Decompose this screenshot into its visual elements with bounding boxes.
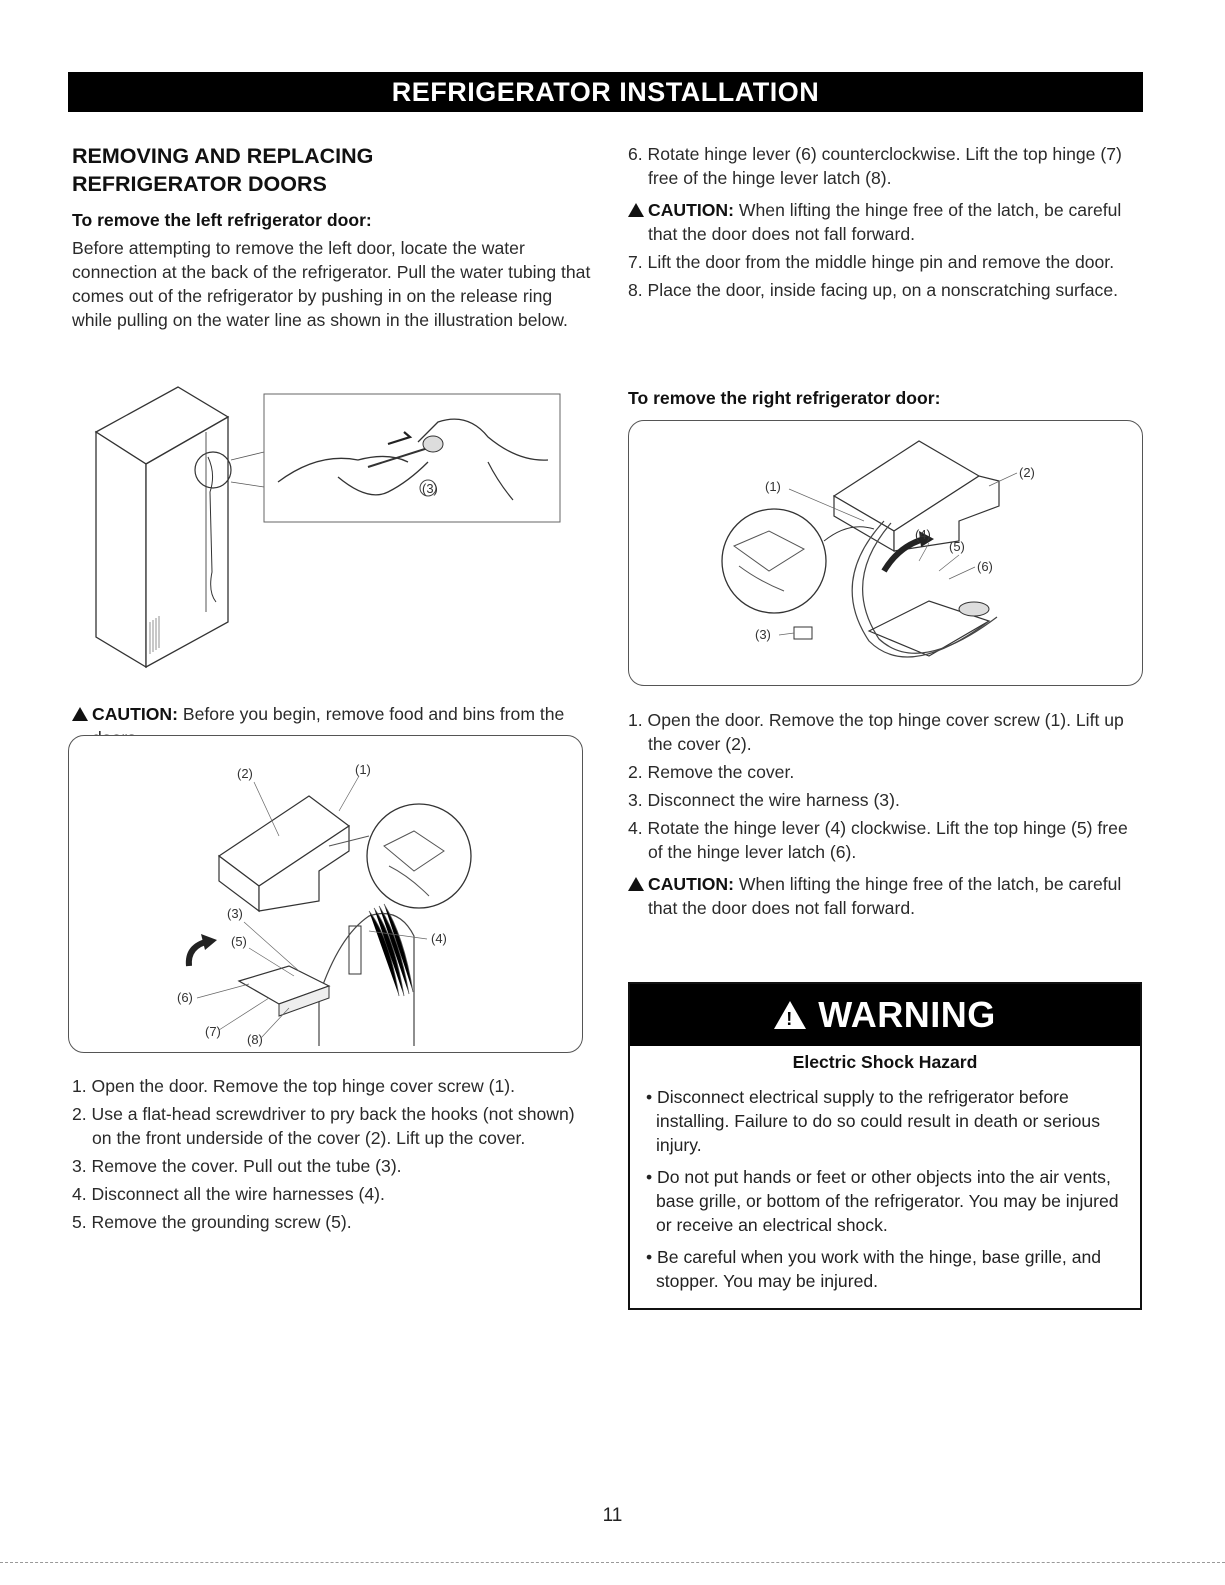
fig1-label-3: (3) xyxy=(422,481,438,496)
caution-text: When lifting the hinge free of the latch, be careful that the door does not fall forward. xyxy=(648,200,1122,244)
left-step-5: 5. Remove the grounding screw (5). xyxy=(72,1212,352,1232)
warning-box xyxy=(628,982,1142,1310)
caution-text: When lifting the hinge free of the latch, be careful that the door does not fall forward. xyxy=(648,874,1122,918)
fig2-label-8: (8) xyxy=(247,1032,263,1047)
page-banner: REFRIGERATOR INSTALLATION xyxy=(68,72,1143,112)
hazard-title: Electric Shock Hazard xyxy=(792,1052,978,1072)
fig3-label-4: (4) xyxy=(915,527,931,542)
warning-triangle-icon xyxy=(628,877,644,891)
left-step-3: 3. Remove the cover. Pull out the tube (3). xyxy=(72,1156,402,1176)
right-step-4: 4. Rotate the hinge lever (4) clockwise. Lift the top hinge (5) free of the hinge lever latch (6). xyxy=(628,818,1128,862)
left-step-4: 4. Disconnect all the wire harnesses (4). xyxy=(72,1184,385,1204)
warning-triangle-icon xyxy=(774,1001,806,1029)
fig2-label-7: (7) xyxy=(205,1024,221,1039)
left-step-2: 2. Use a flat-head screwdriver to pry back the hooks (not shown) on the front underside of the cover (2). Lift up the cover. xyxy=(72,1104,575,1148)
right-steps-block xyxy=(628,708,1143,920)
right-steps-list xyxy=(628,708,1143,864)
heading-line-2: REFRIGERATOR DOORS xyxy=(72,172,327,196)
right-caution-2 xyxy=(628,872,1143,920)
right-step-6: 6. Rotate hinge lever (6) counterclockwise. Lift the top hinge (7) free of the hinge lever latch (8). xyxy=(628,144,1122,188)
left-step-1: 1. Open the door. Remove the top hinge cover screw (1). xyxy=(72,1076,516,1096)
caution-label: CAUTION: xyxy=(92,704,179,724)
right-step-7: 7. Lift the door from the middle hinge pin and remove the door. xyxy=(628,252,1115,272)
right-step-2: 2. Remove the cover. xyxy=(628,762,795,782)
right-step-3: 3. Disconnect the wire harness (3). xyxy=(628,790,900,810)
fig2-label-4: (4) xyxy=(431,931,447,946)
warning-bullet: • Disconnect electrical supply to the refrigerator before installing. Failure to do so could result in death or serious injury. xyxy=(646,1087,1100,1155)
fig3-label-5: (5) xyxy=(949,539,965,554)
fig3-label-1: (1) xyxy=(765,479,781,494)
right-caution-1 xyxy=(628,198,1143,246)
right-door-subheading: To remove the right refrigerator door: xyxy=(628,388,941,408)
water-line-illustration xyxy=(88,382,568,672)
fig2-label-6: (6) xyxy=(177,990,193,1005)
caution-label: CAUTION: xyxy=(648,200,735,220)
right-hinge-illustration xyxy=(628,420,1143,686)
left-steps-block xyxy=(72,1070,592,1234)
section-heading xyxy=(72,142,592,198)
right-top-steps xyxy=(628,142,1143,190)
warning-title: WARNING xyxy=(818,994,996,1035)
fig2-label-3: (3) xyxy=(227,906,243,921)
fig3-label-6: (6) xyxy=(977,559,993,574)
right-column-top xyxy=(628,142,1143,302)
right-step-8: 8. Place the door, inside facing up, on a nonscratching surface. xyxy=(628,280,1119,300)
left-column xyxy=(72,142,592,332)
fig2-label-1: (1) xyxy=(355,762,371,777)
left-hinge-illustration xyxy=(68,735,583,1053)
warning-bullets xyxy=(630,1073,1140,1293)
left-steps-list xyxy=(72,1074,592,1234)
heading-line-1: REMOVING AND REPLACING xyxy=(72,144,374,168)
page-bottom-rule xyxy=(0,1562,1225,1563)
fig3-label-3: (3) xyxy=(755,627,771,642)
page-number: 11 xyxy=(602,1505,623,1526)
warning-triangle-icon xyxy=(628,203,644,217)
warning-bullet: • Be careful when you work with the hinge, base grille, and stopper. You may be injured. xyxy=(646,1247,1102,1291)
caution-label: CAUTION: xyxy=(648,874,735,894)
fig2-label-5: (5) xyxy=(231,934,247,949)
left-door-intro: Before attempting to remove the left door, locate the water connection at the back of the refrigerator. Pull the water tubing that comes out of the refrigerator by pushing in on the release ring while pulling on the water line as shown in the illustration below. xyxy=(72,238,591,330)
warning-header xyxy=(630,984,1140,1046)
warning-triangle-icon xyxy=(72,707,88,721)
caution-text: Before you begin, remove food and bins from the xyxy=(182,704,565,724)
fig2-label-2: (2) xyxy=(237,766,253,781)
warning-bullet: • Do not put hands or feet or other objects into the air vents, base grille, or bottom of the refrigerator. You may be injured or receive an electrical shock. xyxy=(646,1167,1119,1235)
fig3-label-2: (2) xyxy=(1019,465,1035,480)
right-step-1: 1. Open the door. Remove the top hinge cover screw (1). Lift up the cover (2). xyxy=(628,710,1124,754)
left-door-subheading: To remove the left refrigerator door: xyxy=(72,210,372,230)
right-mid-steps xyxy=(628,250,1143,302)
